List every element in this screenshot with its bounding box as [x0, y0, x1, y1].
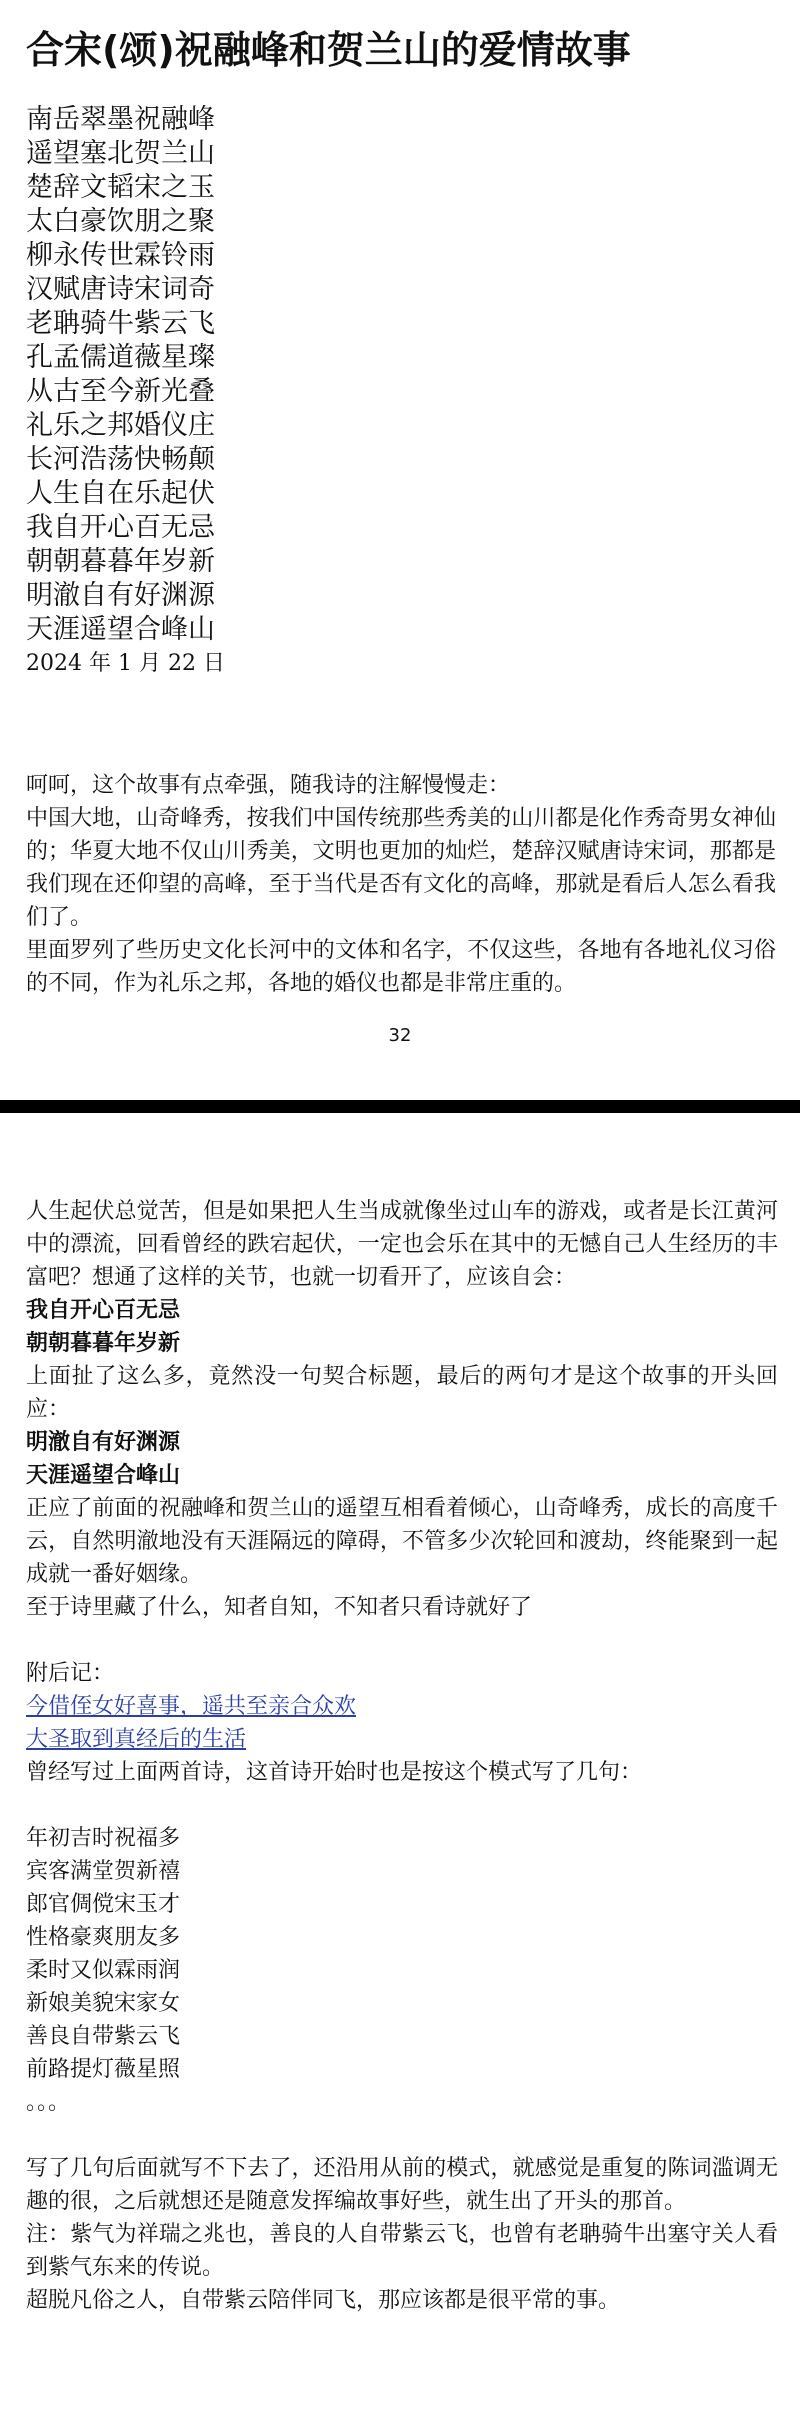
- draft-poem-line: 性格豪爽朋友多: [26, 1925, 181, 1950]
- quoted-poem-line: 朝朝暮暮年岁新: [26, 1330, 181, 1356]
- poem-line: 从古至今新光叠: [26, 376, 215, 407]
- poem-line: 柳永传世霖铃雨: [26, 240, 215, 271]
- draft-poem: [26, 1822, 778, 2119]
- note-paragraph: 注：紫气为祥瑞之兆也，善良的人自带紫云飞，也曾有老聃骑牛出塞守关人看到紫气东来的传说。: [26, 2222, 778, 2280]
- draft-poem-line: 新娘美貌宋家女: [26, 1991, 181, 2016]
- spacer: [26, 1624, 778, 1657]
- response-paragraph: 正应了前面的祝融峰和贺兰山的遥望互相看着倾心，山奇峰秀，成长的高度千云，自然明澈地没有天涯隔远的障碍，不管多少次轮回和渡劫，终能聚到一起成就一番好姻缘。: [26, 1496, 778, 1587]
- poem-line: 明澈自有好渊源: [26, 580, 215, 611]
- postscript-label: 附后记：: [26, 1661, 115, 1686]
- related-story-link[interactable]: 大圣取到真经后的生活: [26, 1727, 247, 1752]
- document-page-33: [26, 1195, 778, 2317]
- poem-line: 汉赋唐诗宋词奇: [26, 274, 215, 305]
- poem-line: 礼乐之邦婚仪庄: [26, 410, 215, 441]
- draft-poem-line: 前路提灯薇星照: [26, 2057, 181, 2082]
- poem-line: 太白豪饮朋之聚: [26, 206, 215, 237]
- poem-line: 我自开心百无忌: [26, 512, 215, 543]
- poem-line: 朝朝暮暮年岁新: [26, 546, 215, 577]
- draft-poem-line: 年初吉时祝福多: [26, 1826, 181, 1851]
- quoted-poem-line: 我自开心百无忌: [26, 1297, 181, 1323]
- poem-line: 长河浩荡快畅颠: [26, 444, 215, 475]
- poem-line: 孔孟儒道薇星璨: [26, 342, 215, 373]
- prior-note: 曾经写过上面两首诗，这首诗开始时也是按这个模式写了几句：: [26, 1760, 643, 1785]
- final-paragraph: 写了几句后面就写不下去了，还沿用从前的模式，就感觉是重复的陈词滥调无趣的很，之后就想还是随意发挥编故事好些，就生出了开头的那首。: [26, 2156, 778, 2214]
- poem-line: 人生自在乐起伏: [26, 478, 215, 509]
- spacer: [26, 2119, 778, 2152]
- draft-poem-line: 郎官倜傥宋玉才: [26, 1892, 181, 1917]
- draft-poem-line: 善良自带紫云飞: [26, 2024, 181, 2049]
- annotation-paragraph: 里面罗列了些历史文化长河中的文体和名字，不仅这些，各地有各地礼仪习俗的不同，作为礼乐之邦，各地的婚仪也都是非常庄重的。: [26, 938, 776, 996]
- draft-poem-line: 宾客满堂贺新禧: [26, 1859, 181, 1884]
- draft-poem-line: 柔时又似霖雨润: [26, 1958, 181, 1983]
- page-number: 32: [388, 1025, 412, 1046]
- related-poem-link[interactable]: 今借侄女好喜事，遥共至亲合众欢: [26, 1694, 357, 1719]
- poem-line: 老聃骑牛紫云飞: [26, 308, 215, 339]
- annotation-paragraph: 呵呵，这个故事有点牵强，随我诗的注解慢慢走：: [26, 773, 511, 798]
- poem-line: 遥望塞北贺兰山: [26, 138, 215, 169]
- poem-annotation: [26, 769, 776, 1000]
- document-page-32: [0, 0, 800, 1095]
- intro-paragraph: 人生起伏总觉苦，但是如果把人生当成就像坐过山车的游戏，或者是长江黄河中的漂流，回看曾经的跌宕起伏，一定也会乐在其中的无憾自己人生经历的丰富吧？想通了这样的关节，也就一切看开了，应该自会：: [26, 1199, 778, 1290]
- page-divider: [0, 1100, 800, 1113]
- annotation-paragraph: 中国大地，山奇峰秀，按我们中国传统那些秀美的山川都是化作秀奇男女神仙的；华夏大地不仅山川秀美，文明也更加的灿烂，楚辞汉赋唐诗宋词，那都是我们现在还仰望的高峰，至于当代是否有文化的高峰，那就是看后人怎么看我们了。: [26, 806, 776, 930]
- quoted-poem-line: 明澈自有好渊源: [26, 1429, 181, 1455]
- poem-line: 天涯遥望合峰山: [26, 614, 215, 645]
- article-title: 合宋(颂)祝融峰和贺兰山的爱情故事: [26, 28, 631, 72]
- poem-date: 2024 年 1 月 22 日: [26, 651, 225, 676]
- middle-paragraph: 上面扯了这么多，竟然没一句契合标题，最后的两句才是这个故事的开头回应：: [26, 1364, 778, 1422]
- main-poem: [26, 103, 225, 681]
- final-paragraph: 超脱凡俗之人，自带紫云陪伴同飞，那应该都是很平常的事。: [26, 2288, 621, 2313]
- draft-poem-ellipsis: 。。。: [26, 2090, 71, 2115]
- spacer: [26, 1789, 778, 1822]
- closing-paragraph: 至于诗里藏了什么，知者自知，不知者只看诗就好了: [26, 1595, 533, 1620]
- poem-line: 南岳翠墨祝融峰: [26, 104, 215, 135]
- poem-line: 楚辞文韬宋之玉: [26, 172, 215, 203]
- quoted-poem-line: 天涯遥望合峰山: [26, 1462, 181, 1488]
